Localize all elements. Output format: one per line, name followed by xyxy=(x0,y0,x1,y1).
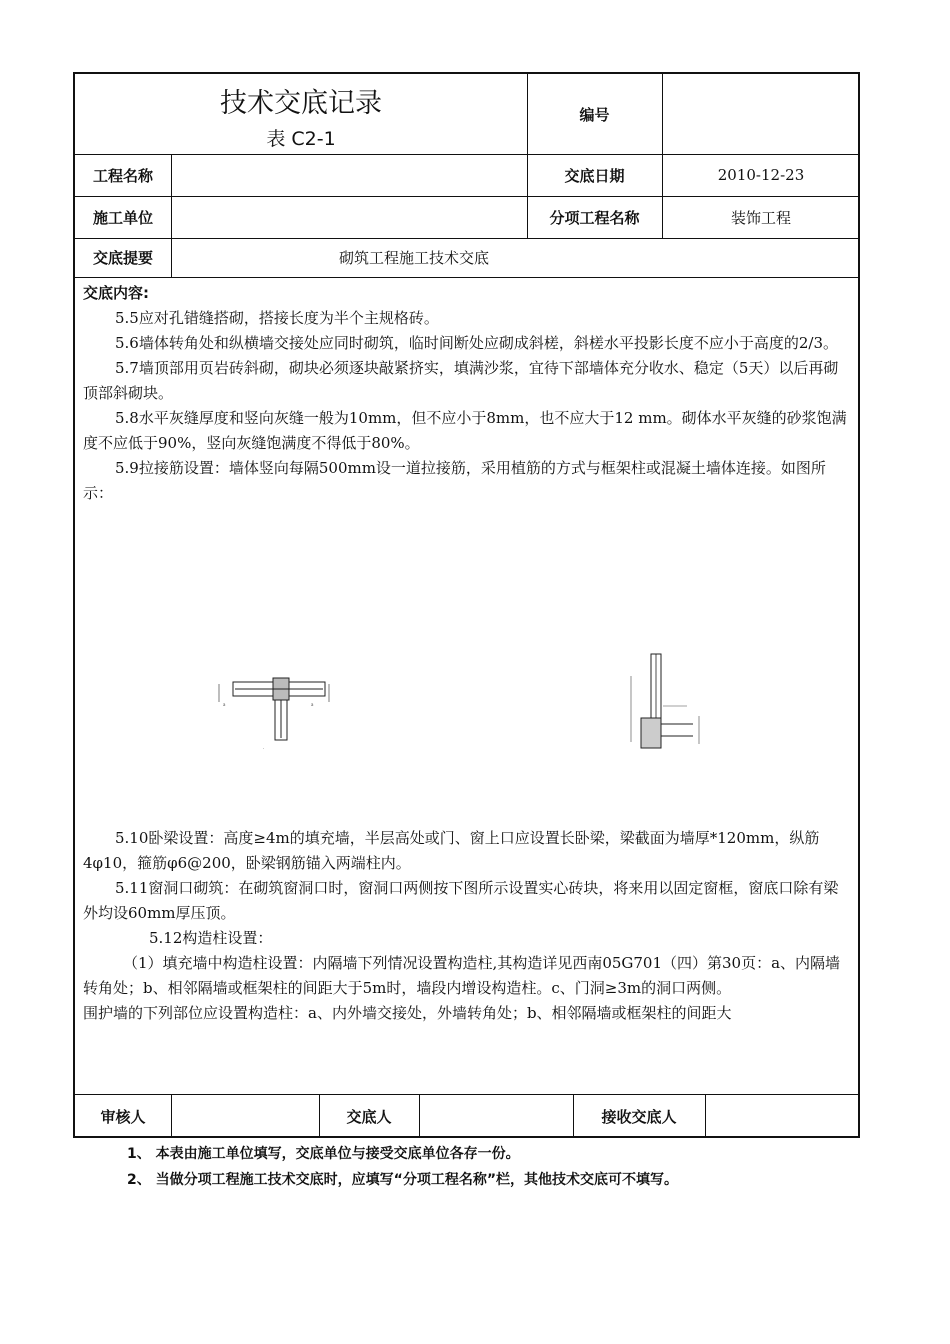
project-name-label: 工程名称 xyxy=(92,166,153,185)
paragraph-5-9: 5.9拉接筋设置：墙体竖向每隔500mm设一道拉接筋，采用植筋的方式与框架柱或混凝土墙体连接。如图所示： xyxy=(83,459,826,502)
paragraph-5-11: 5.11窗洞口砌筑：在砌筑窗洞口时，窗洞口两侧按下图所示设置实心砖块，将来用以固定窗框，窗底口除有梁外均设60mm厚压顶。 xyxy=(83,879,839,922)
record-form xyxy=(73,72,860,1138)
number-label: 编号 xyxy=(579,105,610,124)
paragraph-5-5: 5.5应对孔错缝搭砌，搭接长度为半个主规格砖。 xyxy=(115,309,439,327)
tie-bar-plan-drawing xyxy=(215,672,335,752)
note-item: 1、 本表由施工单位填写，交底单位与接受交底单位各存一份。 xyxy=(127,1146,520,1162)
unit-label: 施工单位 xyxy=(92,208,153,227)
paragraph-5-7: 5.7墙顶部用页岩砖斜砌，砌块必须逐块敲紧挤实，填满沙浆，宜待下部墙体充分收水、稳定（5天）以后再砌顶部斜砌块。 xyxy=(83,359,839,402)
tie-bar-section-drawing xyxy=(623,646,723,766)
disclosure-content-continued xyxy=(83,826,853,1026)
paragraph-5-10: 5.10卧梁设置：高度≥4m的填充墙，半层高处或门、窗上口应设置长卧梁，梁截面为墙厚*120mm，纵筋4φ10，箍筋φ6@200，卧梁钢筋锚入两端柱内。 xyxy=(83,829,820,872)
date-label: 交底日期 xyxy=(564,166,625,185)
paragraph-5-12-1: （1）填充墙中构造柱设置：内隔墙下列情况设置构造柱,其构造详见西南05G701（四）第30页：a、内隔墙转角处；b、相邻隔墙或框架柱的间距大于5m时，墙段内增设构造柱。c、门洞≥3m的洞口两侧。 xyxy=(83,954,841,997)
row-divider xyxy=(75,277,858,278)
form-code: 表 C2-1 xyxy=(266,127,336,150)
paragraph-5-6: 5.6墙体转角处和纵横墙交接处应同时砌筑，临时间断处应砌成斜槎，斜槎水平投影长度不应小于高度的2/3。 xyxy=(115,334,839,352)
presenter-label: 交底人 xyxy=(346,1107,392,1126)
subproject-field[interactable]: 装饰工程 xyxy=(730,208,791,227)
form-notes xyxy=(127,1141,847,1193)
disclosure-content xyxy=(83,281,853,506)
note-item: 2、 当做分项工程施工技术交底时，应填写“分项工程名称”栏，其他技术交底可不填写。 xyxy=(127,1172,679,1188)
svg-text:a: a xyxy=(311,702,314,707)
page-title: 技术交底记录 xyxy=(220,88,382,119)
summary-label: 交底提要 xyxy=(92,249,153,267)
receiver-label: 接收交底人 xyxy=(601,1107,677,1126)
content-heading: 交底内容: xyxy=(83,284,149,302)
date-field[interactable]: 2010-12-23 xyxy=(717,166,805,184)
reviewer-label: 审核人 xyxy=(100,1107,146,1126)
subproject-label: 分项工程名称 xyxy=(549,208,640,227)
svg-text:·: · xyxy=(263,746,265,751)
paragraph-5-8: 5.8水平灰缝厚度和竖向灰缝一般为10mm，但不应小于8mm，也不应大于12 mm。砌体水平灰缝的砂浆饱满度不应低于90%，竖向灰缝饱满度不得低于80%。 xyxy=(83,409,847,452)
svg-text:a: a xyxy=(223,702,226,707)
paragraph-enclosure-wall: 围护墙的下列部位应设置构造柱：a、内外墙交接处，外墙转角处；b、相邻隔墙或框架柱的间距大 xyxy=(83,1004,732,1022)
summary-field[interactable]: 砌筑工程施工技术交底 xyxy=(339,249,490,267)
paragraph-5-12: 5.12构造柱设置： xyxy=(149,929,273,947)
